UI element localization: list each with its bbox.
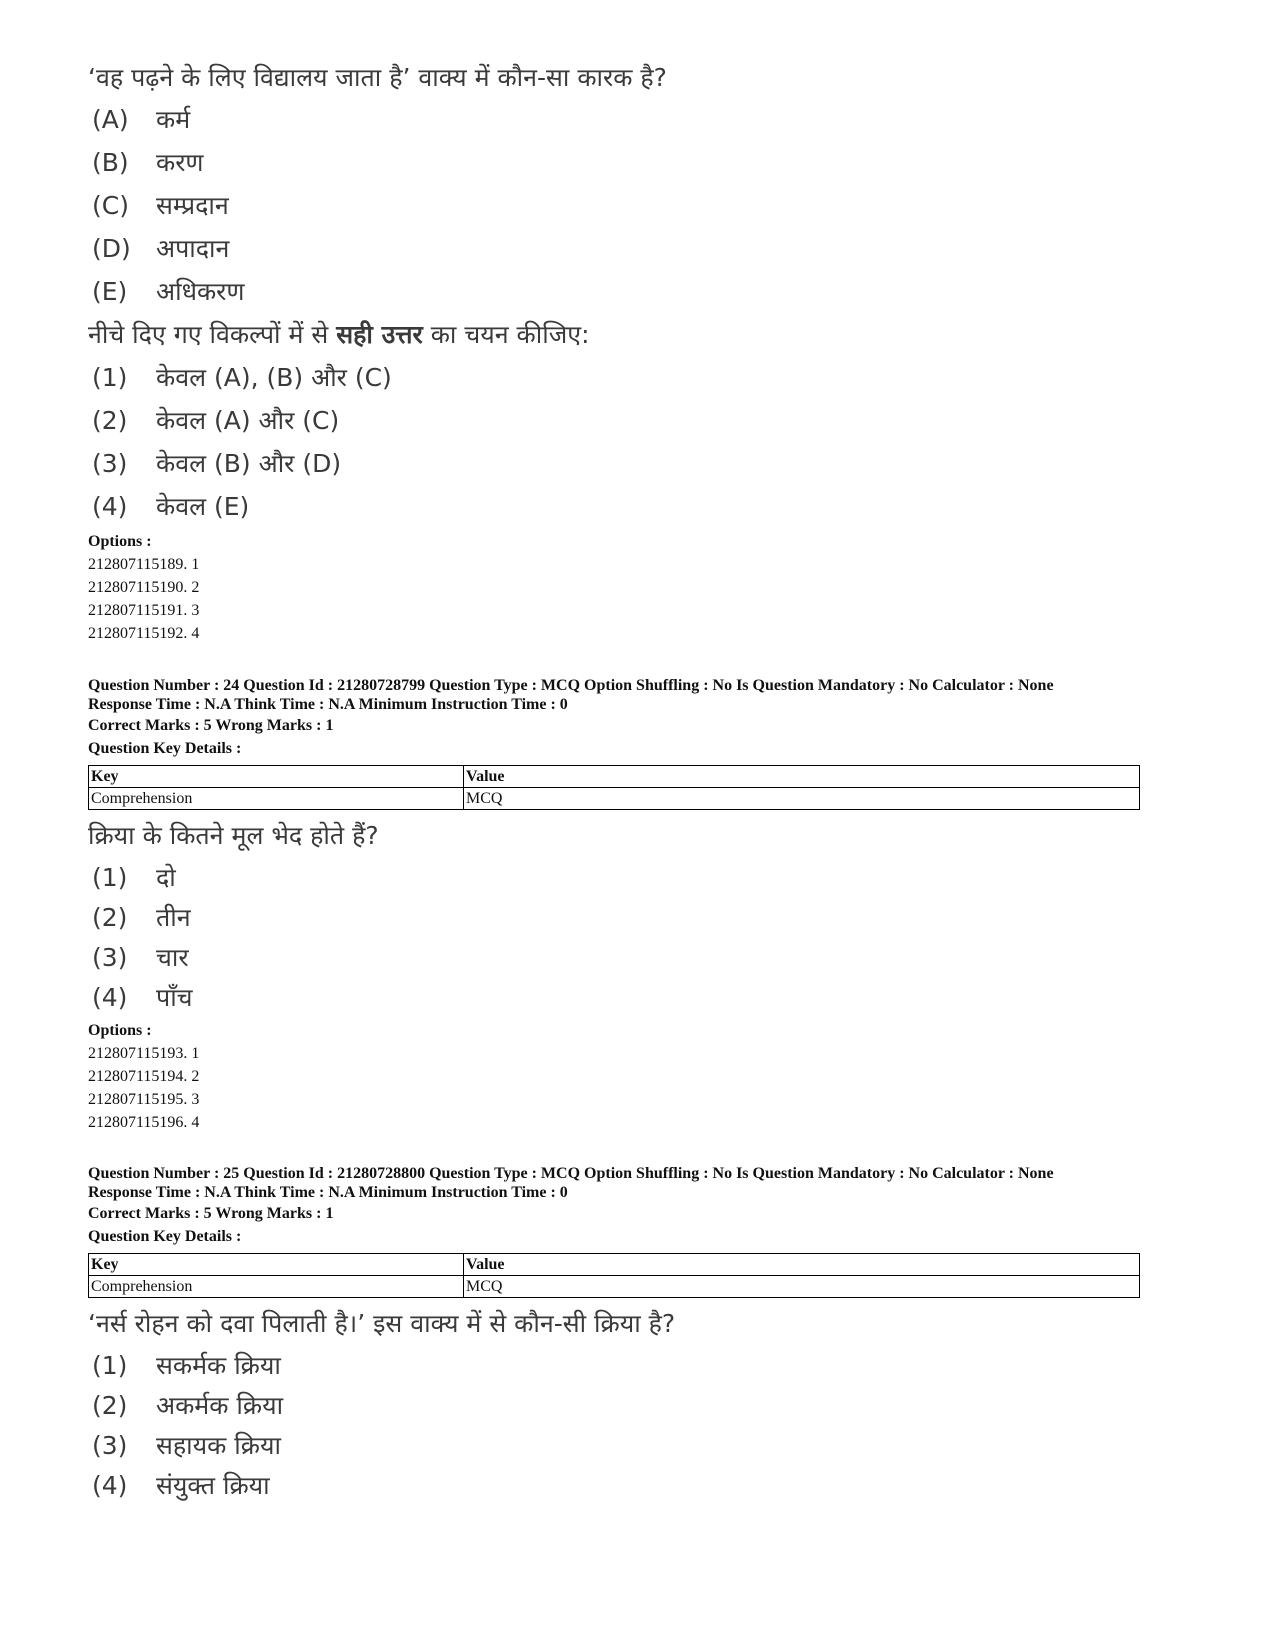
q24-options	[88, 1019, 199, 1134]
q24-key-cell: Comprehension	[89, 788, 464, 810]
q25-value-cell: MCQ	[464, 1276, 1140, 1298]
q24-option-1: 212807115193. 1	[88, 1045, 200, 1062]
q24-value-cell: MCQ	[464, 788, 1140, 810]
q24-question-image	[88, 820, 379, 1022]
table-row	[89, 1276, 1140, 1298]
table-row	[89, 788, 1140, 810]
q24-marks: Correct Marks : 5 Wrong Marks : 1	[88, 717, 334, 734]
q25-key-cell: Comprehension	[89, 1276, 464, 1298]
q24-value-header: Value	[464, 766, 1140, 788]
q25-value-header: Value	[464, 1254, 1140, 1276]
q24-header-line2: Response Time : N.A Think Time : N.A Minimum Instruction Time : 0	[88, 696, 568, 713]
q24-header-line1: Question Number : 24 Question Id : 21280728799 Question Type : MCQ Option Shuffling : No Is Question Mandatory : No Calculator : None	[88, 677, 1054, 694]
q24-key-table	[88, 765, 1140, 810]
q25-marks: Correct Marks : 5 Wrong Marks : 1	[88, 1205, 334, 1222]
q25-choice-4: (4) संयुक्त क्रिया	[92, 1471, 270, 1500]
q25-choice-1: (1) सकर्मक क्रिया	[92, 1351, 281, 1380]
q25-header	[88, 1164, 1054, 1248]
q24-key-header: Key	[89, 766, 464, 788]
table-row	[89, 1254, 1140, 1276]
q23-question-image	[88, 62, 667, 534]
q23-instruction: नीचे दिए गए विकल्पों में से सही उत्तर का चयन कीजिए:	[88, 320, 590, 349]
q25-stem: ‘नर्स रोहन को दवा पिलाती है।’ इस वाक्य में से कौन-सी क्रिया है?	[88, 1309, 676, 1338]
q24-choice-1: (1) दो	[92, 863, 176, 892]
q25-choice-3: (3) सहायक क्रिया	[92, 1431, 281, 1460]
q25-key-details: Question Key Details :	[88, 1228, 242, 1245]
q24-choice-4: (4) पाँच	[92, 983, 193, 1012]
q23-item-c: (C) सम्प्रदान	[92, 191, 229, 220]
q25-key-header: Key	[89, 1254, 464, 1276]
q23-item-b: (B) करण	[92, 148, 204, 177]
q24-stem: क्रिया के कितने मूल भेद होते हैं?	[88, 821, 379, 850]
q24-choice-3: (3) चार	[92, 943, 189, 972]
q24-option-2: 212807115194. 2	[88, 1068, 200, 1085]
table-row	[89, 766, 1140, 788]
q25-key-table	[88, 1253, 1140, 1298]
q25-header-line2: Response Time : N.A Think Time : N.A Minimum Instruction Time : 0	[88, 1184, 568, 1201]
q23-item-e: (E) अधिकरण	[92, 277, 245, 306]
q24-option-4: 212807115196. 4	[88, 1114, 200, 1131]
q23-option-3: 212807115191. 3	[88, 602, 200, 619]
q23-option-1: 212807115189. 1	[88, 556, 200, 573]
q24-options-heading: Options :	[88, 1022, 152, 1039]
q23-choice-2: (2) केवल (A) और (C)	[92, 406, 340, 435]
q25-choice-2: (2) अकर्मक क्रिया	[92, 1391, 284, 1420]
q23-stem: ‘वह पढ़ने के लिए विद्यालय जाता है’ वाक्य में कौन-सा कारक है?	[88, 63, 667, 92]
q25-header-line1: Question Number : 25 Question Id : 21280728800 Question Type : MCQ Option Shuffling : No Is Question Mandatory : No Calculator : None	[88, 1165, 1054, 1182]
q24-choice-2: (2) तीन	[92, 903, 191, 932]
q24-option-3: 212807115195. 3	[88, 1091, 200, 1108]
q23-item-a: (A) कर्म	[92, 105, 191, 134]
q23-option-4: 212807115192. 4	[88, 625, 200, 642]
q23-options	[88, 530, 199, 645]
q23-choice-3: (3) केवल (B) और (D)	[92, 449, 342, 478]
q23-options-heading: Options :	[88, 533, 152, 550]
q24-header	[88, 676, 1054, 760]
q23-option-2: 212807115190. 2	[88, 579, 200, 596]
q23-item-d: (D) अपादान	[92, 234, 230, 263]
q23-choice-1: (1) केवल (A), (B) और (C)	[92, 363, 392, 392]
q24-key-details: Question Key Details :	[88, 740, 242, 757]
q23-choice-4: (4) केवल (E)	[92, 492, 250, 521]
q25-question-image	[88, 1308, 675, 1510]
